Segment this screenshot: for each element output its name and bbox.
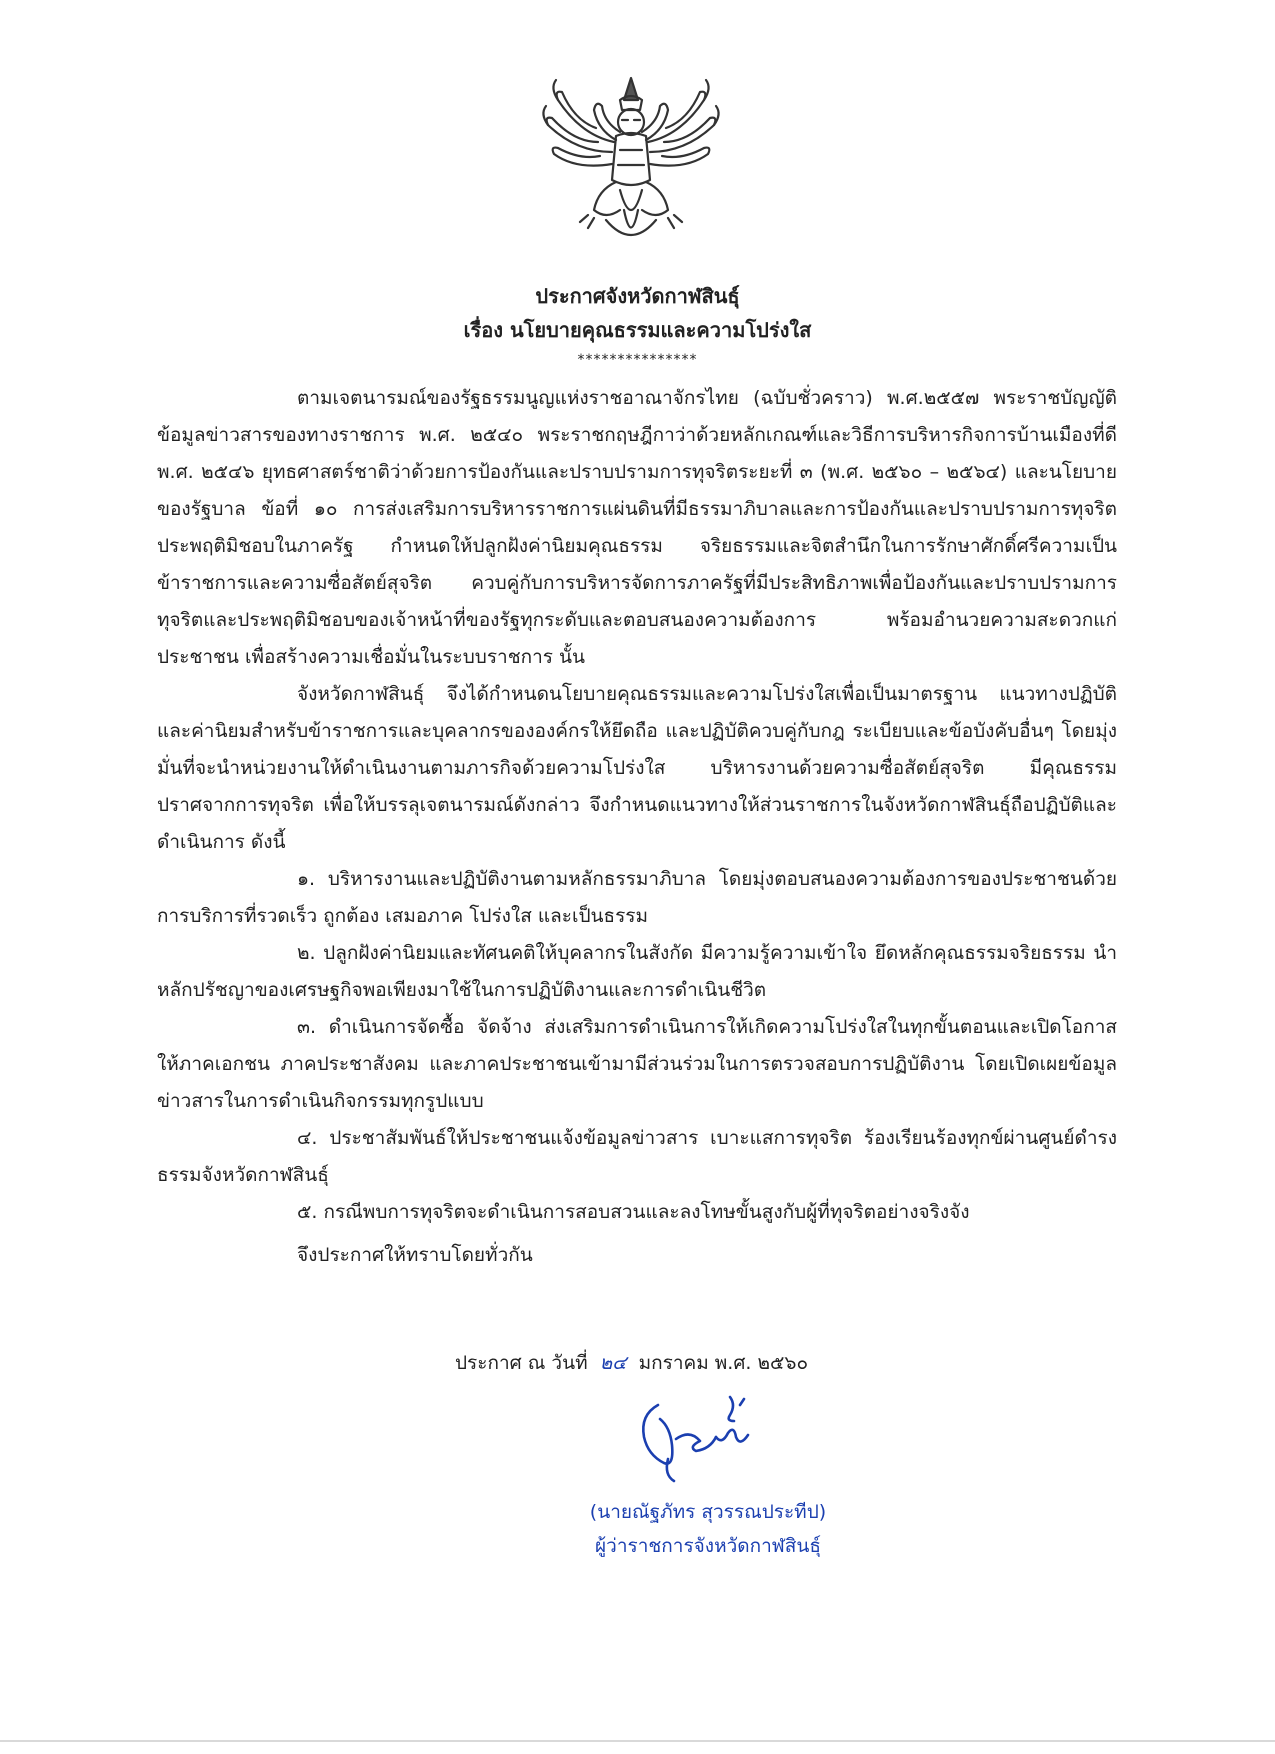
date-day: ๒๔ [599,1352,627,1374]
signer-position: ผู้ว่าราชการจังหวัดกาฬสินธุ์ [595,1535,821,1557]
garuda-emblem-icon [536,70,726,255]
document-subject: เรื่อง นโยบายคุณธรรมและความโปร่งใส [463,318,812,342]
policy-item-3: ๓. ดำเนินการจัดซื้อ จัดจ้าง ส่งเสริมการดำเนินการให้เกิดความโปร่งใสในทุกขั้นตอนและเปิดโอกาสให้ภาคเอกชน ภาคประชาสังคม และภาคประชาชนเข้ามามีส่วนร่วมในการตรวจสอบการปฏิบัติงาน โดยเปิดเผยข้อมูลข่าวสารในการดำเนินกิจกรรมทุกรูปแบบ [157,1016,1117,1112]
announcement-date [455,1348,808,1378]
policy-item-4: ๔. ประชาสัมพันธ์ให้ประชาชนแจ้งข้อมูลข่าวสาร เบาะแสการทุจริต ร้องเรียนร้องทุกข์ผ่านศูนย์ดำรงธรรมจังหวัดกาฬสินธุ์ [157,1127,1117,1186]
document-title: ประกาศจังหวัดกาฬสินธุ์ [535,284,740,308]
signer-name: (นายณัฐภัทร สุวรรณประทีป) [589,1501,827,1523]
policy-item-5: ๕. กรณีพบการทุจริตจะดำเนินการสอบสวนและลงโทษขั้นสูงกับผู้ที่ทุจริตอย่างจริงจัง [297,1201,970,1223]
policy-item-2: ๒. ปลูกฝังค่านิยมและทัศนคติให้บุคลากรในสังกัด มีความรู้ความเข้าใจ ยึดหลักคุณธรรมจริยธรรม นำหลักปรัชญาของเศรษฐกิจพอเพียงมาใช้ในการปฏิบัติงานและการดำเนินชีวิต [157,942,1117,1001]
body-paragraph-2: จังหวัดกาฬสินธุ์ จึงได้กำหนดนโยบายคุณธรรมและความโปร่งใสเพื่อเป็นมาตรฐาน แนวทางปฏิบัติ และค่านิยมสำหรับข้าราชการและบุคลากรขององค์กรให้ยึดถือ และปฏิบัติควบคู่กับกฎ ระเบียบและข้อบังคับอื่นๆ โดยมุ่งมั่นที่จะนำหน่วยงานให้ดำเนินงานตามภารกิจด้วยความโปร่งใส บริหารงานด้วยความซื่อสัตย์สุจริต มีคุณธรรม ปราศจากการทุจริต เพื่อให้บรรลุเจตนารมณ์ดังกล่าว จึงกำหนดแนวทางให้ส่วนราชการในจังหวัดกาฬสินธุ์ถือปฏิบัติและดำเนินการ ดังนี้ [157,683,1117,853]
closing-statement: จึงประกาศให้ทราบโดยทั่วกัน [297,1244,533,1266]
title-separator: *************** [577,352,698,368]
date-prefix: ประกาศ ณ วันที่ [455,1352,588,1374]
date-month-year: มกราคม พ.ศ. ๒๕๖๐ [638,1352,809,1374]
policy-item-1: ๑. บริหารงานและปฏิบัติงานตามหลักธรรมาภิบาล โดยมุ่งตอบสนองความต้องการของประชาชนด้วยการบริการที่รวดเร็ว ถูกต้อง เสมอภาค โปร่งใส และเป็นธรรม [157,868,1117,927]
handwritten-signature-icon [630,1375,760,1490]
document-body [157,380,1117,1274]
page-bottom-rule [0,1740,1275,1742]
body-paragraph-1: ตามเจตนารมณ์ของรัฐธรรมนูญแห่งราชอาณาจักรไทย (ฉบับชั่วคราว) พ.ศ.๒๕๕๗ พระราชบัญญัติข้อมูลข่าวสารของทางราชการ พ.ศ. ๒๕๔๐ พระราชกฤษฎีกาว่าด้วยหลักเกณฑ์และวิธีการบริหารกิจการบ้านเมืองที่ดี พ.ศ. ๒๕๔๖ ยุทธศาสตร์ชาติว่าด้วยการป้องกันและปราบปรามการทุจริตระยะที่ ๓ (พ.ศ. ๒๕๖๐ – ๒๕๖๔) และนโยบายของรัฐบาล ข้อที่ ๑๐ การส่งเสริมการบริหารราชการแผ่นดินที่มีธรรมาภิบาลและการป้องกันและปราบปรามการทุจริตประพฤติมิชอบในภาครัฐ กำหนดให้ปลูกฝังค่านิยมคุณธรรม จริยธรรมและจิตสำนึกในการรักษาศักดิ์ศรีความเป็นข้าราชการและความซื่อสัตย์สุจริต ควบคู่กับการบริหารจัดการภาครัฐที่มีประสิทธิภาพเพื่อป้องกันและปราบปรามการทุจริตและประพฤติมิชอบของเจ้าหน้าที่ของรัฐทุกระดับและตอบสนองความต้องการ พร้อมอำนวยความสะดวกแก่ประชาชน เพื่อสร้างความเชื่อมั่นในระบบราชการ นั้น [157,387,1117,668]
